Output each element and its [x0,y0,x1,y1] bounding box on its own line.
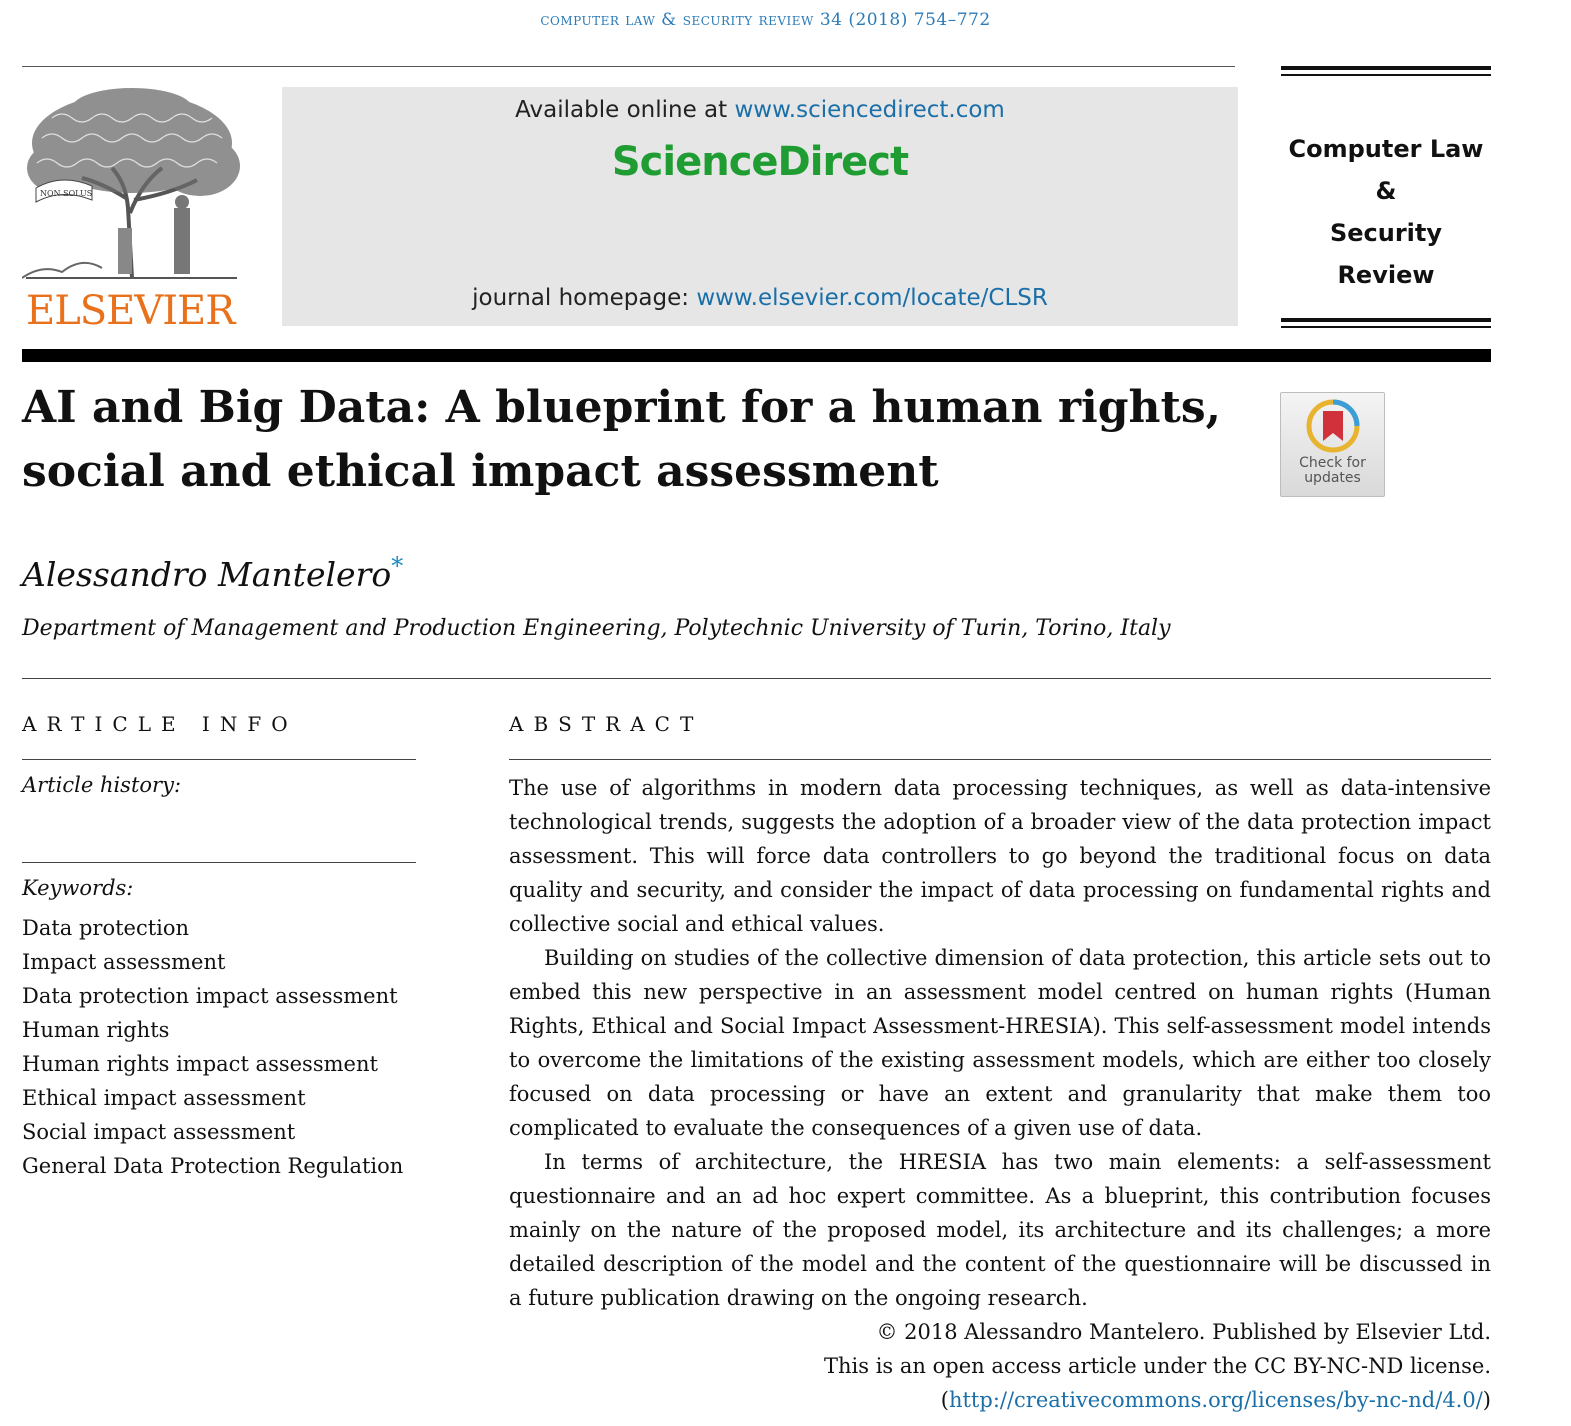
top-rule [22,66,1235,67]
article-title-line1: AI and Big Data: A blueprint for a human rights, [22,382,1221,433]
keyword-item: General Data Protection Regulation [22,1154,404,1178]
license-close-paren: ) [1482,1388,1491,1412]
abstract-body [509,771,1491,1417]
keyword-item: Ethical impact assessment [22,1086,306,1110]
article-history-label: Article history: [22,773,182,797]
keyword-item: Data protection impact assessment [22,984,398,1008]
journal-title-box [1281,128,1491,296]
citation: 34 (2018) 754–772 [819,10,991,30]
running-head [0,10,1531,30]
keywords-label: Keywords: [22,876,134,900]
journal-box-bottom-rule [1281,318,1491,325]
keyword-item: Human rights impact assessment [22,1052,378,1076]
affiliation-rule [22,678,1491,679]
sciencedirect-link[interactable]: www.sciencedirect.com [734,97,1005,123]
check-for-updates-label [1281,456,1384,486]
keyword-item: Human rights [22,1018,170,1042]
elsevier-logo[interactable] [22,88,242,333]
author-footnote-link[interactable]: * [391,552,404,580]
emblem-motto: NON SOLUS [40,189,93,198]
article-history-rule [22,862,416,863]
license-url-line [509,1383,1491,1417]
article-info-heading: ARTICLE INFO [22,712,298,736]
check-for-updates-icon [1306,399,1360,453]
journal-title-line3: Security Review [1329,219,1443,289]
abstract-heading: ABSTRACT [509,712,704,736]
affiliation: Department of Management and Production Engineering, Polytechnic University of Turin, Torino, Italy [22,616,1171,641]
abstract-paragraph: In terms of architecture, the HRESIA has two main elements: a self-assessment questionnaire and an ad hoc expert committee. As a blueprint, this contribution focuses mainly on the nature of the proposed model, its architecture and its challenges; a more detailed description of the model and the content of the questionnaire will be discussed in a future publication drawing on the ongoing research. [509,1150,1491,1310]
abstract-paragraph: The use of algorithms in modern data processing techniques, as well as data-intensive technological trends, suggests the adoption of a broader view of the data protection impact assessment. This will force data controllers to go beyond the traditional focus on data quality and security, and consider the impact of data processing on fundamental rights and collective social and ethical values. [509,776,1491,936]
header-thick-rule [22,349,1491,362]
journal-homepage-prefix: journal homepage: [472,285,689,311]
journal-running-title: computer law & security review [540,10,814,30]
keyword-item: Data protection [22,916,190,940]
sciencedirect-logo[interactable]: ScienceDirect [611,139,909,185]
check-for-updates-line1: Check for [1299,455,1366,471]
keywords-list [22,911,403,1183]
sciencedirect-banner [282,87,1238,326]
journal-homepage-link[interactable]: www.elsevier.com/locate/CLSR [696,285,1048,311]
article-info-rule [22,759,416,760]
keyword-item: Impact assessment [22,950,226,974]
elsevier-tree-icon [22,88,242,283]
journal-title-line1: Computer Law [1288,135,1484,163]
check-for-updates-line2: updates [1304,470,1361,486]
license-open-paren: ( [940,1388,949,1412]
license-line: This is an open access article under the CC BY-NC-ND license. [824,1354,1491,1378]
copyright-line: © 2018 Alessandro Mantelero. Published by Elsevier Ltd. [876,1320,1491,1344]
check-for-updates-button[interactable] [1280,392,1385,497]
journal-box-top-rule [1281,66,1491,73]
author: Alessandro Mantelero [22,555,392,594]
author-name [22,552,403,594]
journal-homepage [282,285,1238,311]
abstract-rule [509,759,1491,760]
article-title-line2: social and ethical impact assessment [22,446,939,497]
license-link[interactable]: http://creativecommons.org/licenses/by-nc-nd/4.0/ [948,1388,1483,1412]
available-online [282,97,1238,123]
elsevier-wordmark: ELSEVIER [26,288,235,334]
keyword-item: Social impact assessment [22,1120,296,1144]
available-online-prefix: Available online at [515,97,728,123]
abstract-paragraph: Building on studies of the collective dimension of data protection, this article sets out to embed this new perspective in an assessment model centred on human rights (Human Rights, Ethical and Social Impact Assessment-HRESIA). This self-assessment model intends to overcome the limitations of the existing assessment models, which are either too closely focused on data processing or have an extent and granularity that make them too complicated to evaluate the consequences of a given use of data. [509,946,1491,1140]
article-title [22,376,1242,504]
journal-title-line2: & [1375,177,1397,205]
